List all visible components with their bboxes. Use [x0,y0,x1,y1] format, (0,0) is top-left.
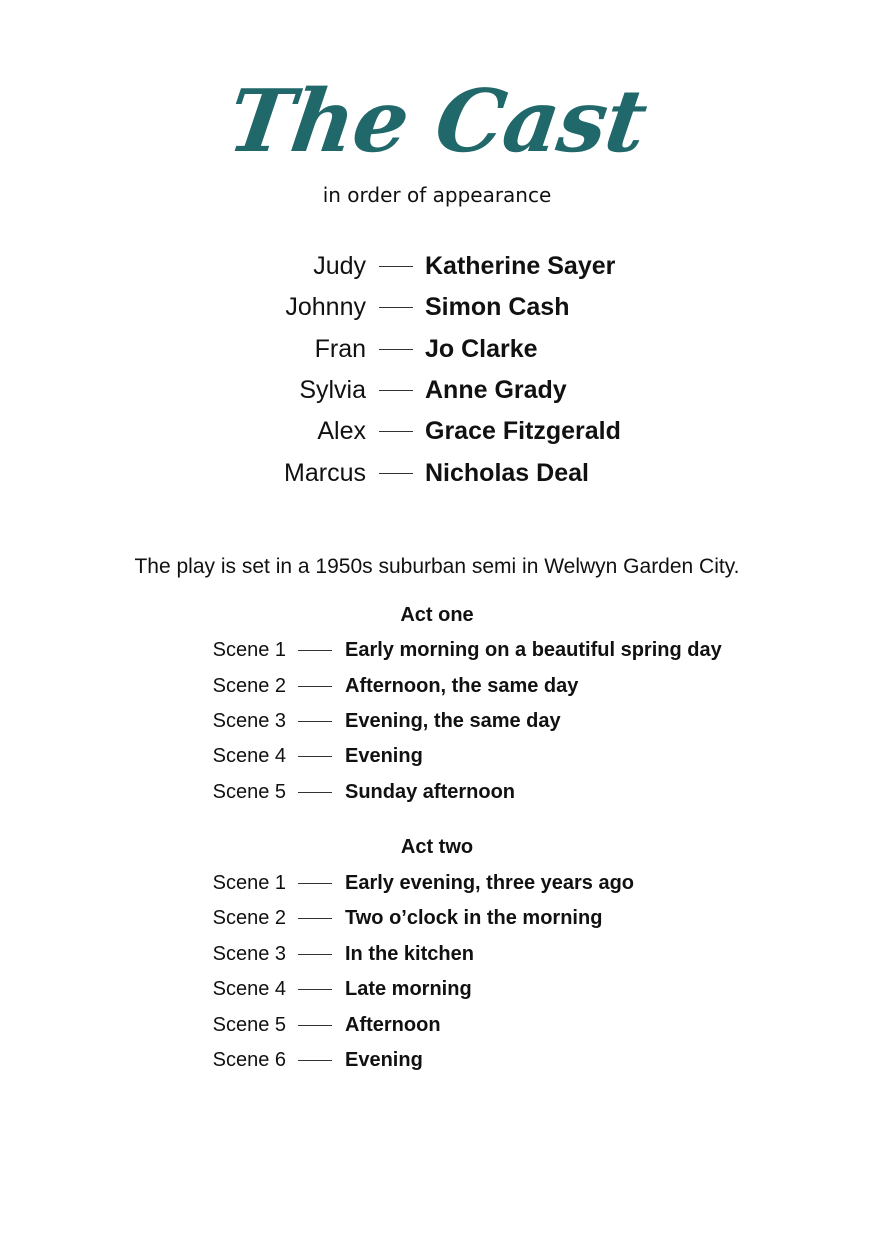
cast-row [0,457,874,489]
scene-description: Evening, the same day [345,710,561,732]
scene-description: Afternoon, the same day [345,675,579,697]
scene-description: Afternoon [345,1014,441,1036]
cast-role: Judy [313,252,366,280]
scene-dash [298,1060,332,1061]
scene-row [0,778,874,806]
page-subtitle: in order of appearance [322,183,552,207]
scene-row [0,1011,874,1039]
scene-dash [298,721,332,722]
scene-description: Sunday afternoon [345,781,516,803]
scene-number: Scene 3 [212,710,286,732]
scene-description: Two o’clock in the morning [345,907,603,929]
scene-description: Evening [345,1049,423,1071]
cast-row [0,374,874,406]
scene-dash [298,989,332,990]
scene-number: Scene 5 [212,781,286,803]
cast-dash [379,431,413,432]
scene-number: Scene 3 [212,943,286,965]
cast-row [0,415,874,447]
scene-dash [298,883,332,884]
cast-role: Johnny [285,293,366,321]
cast-actor: Grace Fitzgerald [425,417,621,445]
scene-description: Early evening, three years ago [345,872,635,894]
scene-row [0,975,874,1003]
cast-dash [379,266,413,267]
scene-row [0,940,874,968]
setting-text: The play is set in a 1950s suburban semi in Welwyn Garden City. [134,555,740,578]
cast-actor: Nicholas Deal [425,459,589,487]
scene-number: Scene 6 [212,1049,286,1071]
scene-number: Scene 5 [212,1014,286,1036]
scene-number: Scene 2 [212,907,286,929]
cast-role: Fran [314,335,366,363]
scene-row [0,672,874,700]
cast-role: Sylvia [299,376,366,404]
page-title: The Cast [222,71,652,172]
cast-dash [379,349,413,350]
scene-row [0,1046,874,1074]
scene-dash [298,918,332,919]
cast-actor: Anne Grady [425,376,567,404]
scene-number: Scene 4 [212,978,286,1000]
act-title: Act two [400,836,474,858]
scene-description: Late morning [345,978,472,1000]
scene-row [0,904,874,932]
scene-number: Scene 4 [212,745,286,767]
scene-dash [298,650,332,651]
scene-dash [298,756,332,757]
scene-row [0,869,874,897]
scene-description: Evening [345,745,423,767]
cast-row [0,250,874,282]
scene-dash [298,792,332,793]
scene-dash [298,954,332,955]
cast-dash [379,307,413,308]
cast-actor: Simon Cash [425,293,570,321]
scene-number: Scene 2 [212,675,286,697]
scene-number: Scene 1 [212,639,286,661]
scene-row [0,742,874,770]
scene-description: In the kitchen [345,943,474,965]
cast-dash [379,390,413,391]
cast-dash [379,473,413,474]
scene-description: Early morning on a beautiful spring day [345,639,722,661]
cast-role: Alex [317,417,366,445]
scene-row [0,707,874,735]
scene-number: Scene 1 [212,872,286,894]
cast-actor: Jo Clarke [425,335,538,363]
cast-row [0,291,874,323]
cast-row [0,333,874,365]
act-title: Act one [400,604,474,626]
scene-row [0,636,874,664]
cast-role: Marcus [284,459,366,487]
scene-dash [298,1025,332,1026]
cast-actor: Katherine Sayer [425,252,616,280]
scene-dash [298,686,332,687]
